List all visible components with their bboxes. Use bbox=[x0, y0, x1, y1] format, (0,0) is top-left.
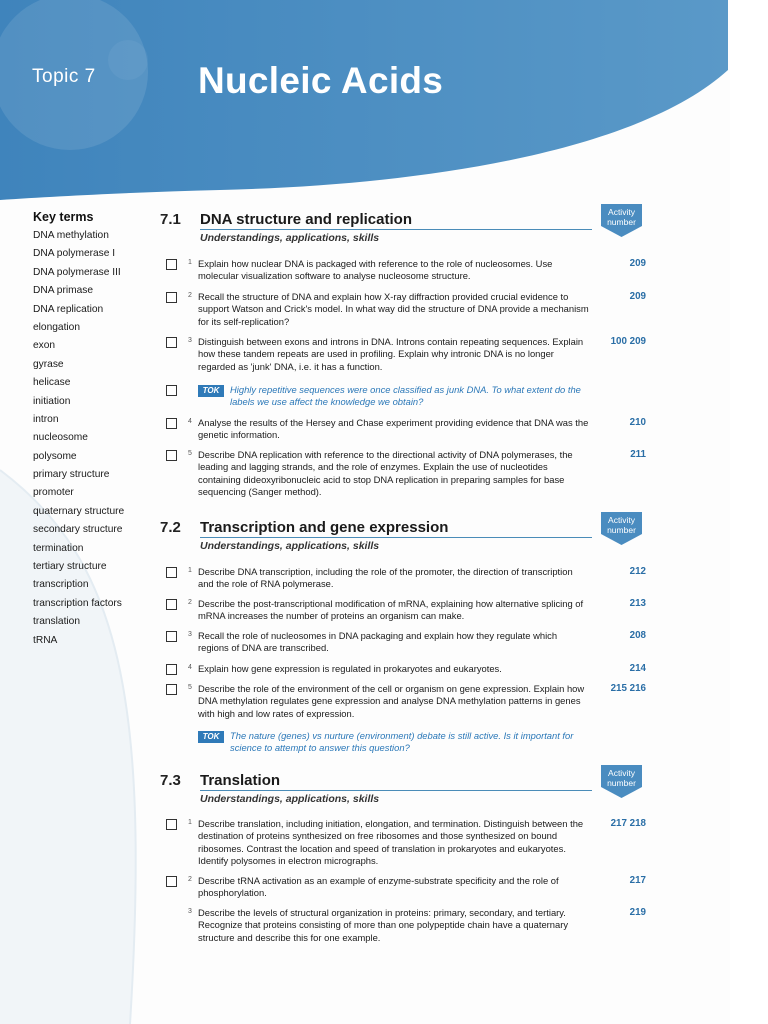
section-7-1 bbox=[160, 207, 660, 498]
checkbox[interactable] bbox=[166, 876, 177, 887]
activity-number: 209 bbox=[629, 258, 646, 269]
section-title: Translation bbox=[200, 772, 281, 789]
key-term: quaternary structure bbox=[33, 505, 125, 517]
page-margin bbox=[730, 0, 768, 1024]
key-term: promoter bbox=[33, 487, 74, 499]
section-rule bbox=[200, 790, 592, 791]
key-term: DNA methylation bbox=[33, 230, 109, 241]
badge-label: Activity number bbox=[607, 515, 636, 535]
activity-number: 209 bbox=[629, 291, 646, 302]
checkbox[interactable] bbox=[166, 684, 177, 695]
item-text: Distinguish between exons and introns in DNA. Introns contain repeating sequences. Explain how these tandem repeats are used in profiling. Explain why intronic DNA is no longer regarded as 'junk' DNA, i.e. it has a function. bbox=[198, 336, 584, 372]
item-text: Recall the role of nucleosomes in DNA packaging and explain how they regulate which regions of DNA are transcribed. bbox=[198, 630, 558, 654]
activity-number: 210 bbox=[629, 417, 646, 428]
activity-number: 215 216 bbox=[610, 683, 646, 694]
checkbox[interactable] bbox=[166, 664, 177, 675]
key-term: elongation bbox=[33, 321, 81, 333]
section-number: 7.1 bbox=[160, 211, 181, 228]
section-rule bbox=[200, 537, 592, 538]
item-text: Describe the levels of structural organization in proteins: primary, secondary, and tertiary. Recognize that proteins consisting of more than one polypeptide chain have a quaternary structure and describe this for one example. bbox=[198, 907, 569, 943]
page-title: Nucleic Acids bbox=[198, 60, 444, 101]
tok-badge: TOK bbox=[198, 731, 224, 743]
section-number: 7.2 bbox=[160, 519, 181, 536]
checkbox[interactable] bbox=[166, 631, 177, 642]
key-term: tRNA bbox=[33, 634, 58, 646]
checkbox[interactable] bbox=[166, 418, 177, 429]
item-text: Describe the post-transcriptional modification of mRNA, explaining how alternative splicing of mRNA increases the number of proteins an organism can make. bbox=[198, 598, 584, 622]
tok-text: Highly repetitive sequences were once classified as junk DNA. To what extent do the labels we use affect the knowledge we obtain? bbox=[230, 384, 581, 408]
checkbox[interactable] bbox=[166, 819, 177, 830]
activity-number: 211 bbox=[630, 449, 646, 460]
item-number: 1 bbox=[188, 819, 192, 826]
key-terms-panel bbox=[33, 210, 153, 650]
item-number: 5 bbox=[188, 684, 192, 691]
item-number: 1 bbox=[188, 259, 192, 266]
badge-label: Activity number bbox=[607, 207, 636, 227]
key-term: DNA polymerase III bbox=[33, 266, 121, 278]
item-text: Describe the role of the environment of the cell or organism on gene expression. Explain how DNA methylation regulates gene expression and analyse DNA methylation patterns in genes with high and low rates of expression. bbox=[198, 683, 585, 719]
key-term: primary structure bbox=[33, 469, 110, 481]
key-term: DNA polymerase I bbox=[33, 248, 116, 260]
section-7-3 bbox=[160, 768, 660, 943]
activity-number-badge bbox=[599, 204, 644, 238]
activity-number-badge bbox=[599, 765, 644, 799]
section-rule bbox=[200, 229, 592, 230]
key-term: transcription factors bbox=[33, 597, 122, 609]
tok-badge: TOK bbox=[198, 385, 224, 397]
key-term: termination bbox=[33, 542, 84, 554]
key-term: DNA primase bbox=[33, 285, 94, 297]
item-text: Describe DNA transcription, including the role of the promoter, the direction of transcription and the role of RNA polymerase. bbox=[198, 566, 573, 590]
key-term: DNA replication bbox=[33, 303, 104, 315]
item-text: Describe translation, including initiation, elongation, and termination. Distinguish between the destination of proteins synthesized on free ribosomes and those synthesized on bound ribosomes. Contrast the location and speed of translation in prokaryotes and eukaryotes. Identify polysomes in electron micrographs. bbox=[198, 818, 584, 867]
item-number: 2 bbox=[188, 599, 192, 606]
key-term: secondary structure bbox=[33, 524, 123, 536]
checkbox[interactable] bbox=[166, 337, 177, 348]
item-number: 1 bbox=[188, 567, 192, 574]
key-terms-heading: Key terms bbox=[33, 210, 94, 224]
section-subtitle: Understandings, applications, skills bbox=[200, 232, 380, 244]
checkbox[interactable] bbox=[166, 292, 177, 303]
item-number: 3 bbox=[188, 631, 192, 638]
key-term: tertiary structure bbox=[33, 561, 107, 573]
section-title: DNA structure and replication bbox=[200, 211, 412, 228]
section-title: Transcription and gene expression bbox=[200, 519, 449, 536]
key-term: initiation bbox=[33, 395, 71, 407]
section-subtitle: Understandings, applications, skills bbox=[200, 793, 380, 805]
item-number: 4 bbox=[188, 418, 192, 425]
key-term: transcription bbox=[33, 579, 89, 591]
item-text: Analyse the results of the Hersey and Chase experiment providing evidence that DNA was the genetic information. bbox=[198, 417, 589, 441]
activity-number: 208 bbox=[629, 630, 646, 641]
key-term: exon bbox=[33, 340, 56, 352]
item-number: 5 bbox=[188, 450, 192, 457]
activity-number: 213 bbox=[629, 598, 646, 609]
activity-number: 100 209 bbox=[610, 336, 646, 347]
item-text: Describe tRNA activation as an example of enzyme-substrate specificity and the role of phosphorylation. bbox=[198, 875, 559, 899]
activity-number: 212 bbox=[629, 566, 646, 577]
activity-number-badge bbox=[599, 512, 644, 546]
item-number: 2 bbox=[188, 876, 192, 883]
checkbox[interactable] bbox=[166, 450, 177, 461]
section-7-2 bbox=[160, 515, 660, 754]
activity-number: 219 bbox=[629, 907, 646, 918]
checkbox[interactable] bbox=[166, 567, 177, 578]
item-number: 3 bbox=[188, 908, 192, 915]
activity-number: 217 bbox=[629, 875, 646, 886]
item-number: 3 bbox=[188, 337, 192, 344]
tok-text: The nature (genes) vs nurture (environment) debate is still active. Is it important for science to attempt to answer this question? bbox=[230, 730, 574, 754]
topic-label: Topic 7 bbox=[32, 66, 96, 87]
key-term: polysome bbox=[33, 450, 77, 462]
activity-number: 214 bbox=[629, 663, 646, 674]
key-terms-list bbox=[33, 227, 153, 650]
key-term: gyrase bbox=[33, 358, 64, 370]
key-term: nucleosome bbox=[33, 432, 88, 444]
checkbox[interactable] bbox=[166, 259, 177, 270]
checkbox[interactable] bbox=[166, 599, 177, 610]
item-text: Explain how gene expression is regulated in prokaryotes and eukaryotes. bbox=[198, 663, 502, 674]
item-number: 4 bbox=[188, 664, 192, 671]
section-number: 7.3 bbox=[160, 772, 181, 789]
key-term: helicase bbox=[33, 377, 71, 389]
item-text: Recall the structure of DNA and explain how X-ray diffraction provided crucial evidence to support Watson and Crick's model. In what way did the structure of DNA provide a mechanism for its self-replication? bbox=[198, 291, 589, 327]
key-term: intron bbox=[33, 413, 59, 425]
activity-number: 217 218 bbox=[610, 818, 646, 829]
header-banner bbox=[0, 0, 730, 210]
section-subtitle: Understandings, applications, skills bbox=[200, 540, 380, 552]
item-text: Describe DNA replication with reference to the directional activity of DNA polymerases, the leading and lagging strands, and the role of enzymes. Explain the use of nucleotides containing dideoxyribonucleic acid to stop DNA replication in preparing samples for base sequencing (Sanger method). bbox=[198, 449, 573, 498]
item-number: 2 bbox=[188, 292, 192, 299]
badge-label: Activity number bbox=[607, 768, 636, 788]
key-term: translation bbox=[33, 616, 81, 628]
checkbox[interactable] bbox=[166, 385, 177, 396]
item-text: Explain how nuclear DNA is packaged with reference to the role of nucleosomes. Use molecular visualization software to analyse nucleosome structure. bbox=[198, 258, 553, 282]
